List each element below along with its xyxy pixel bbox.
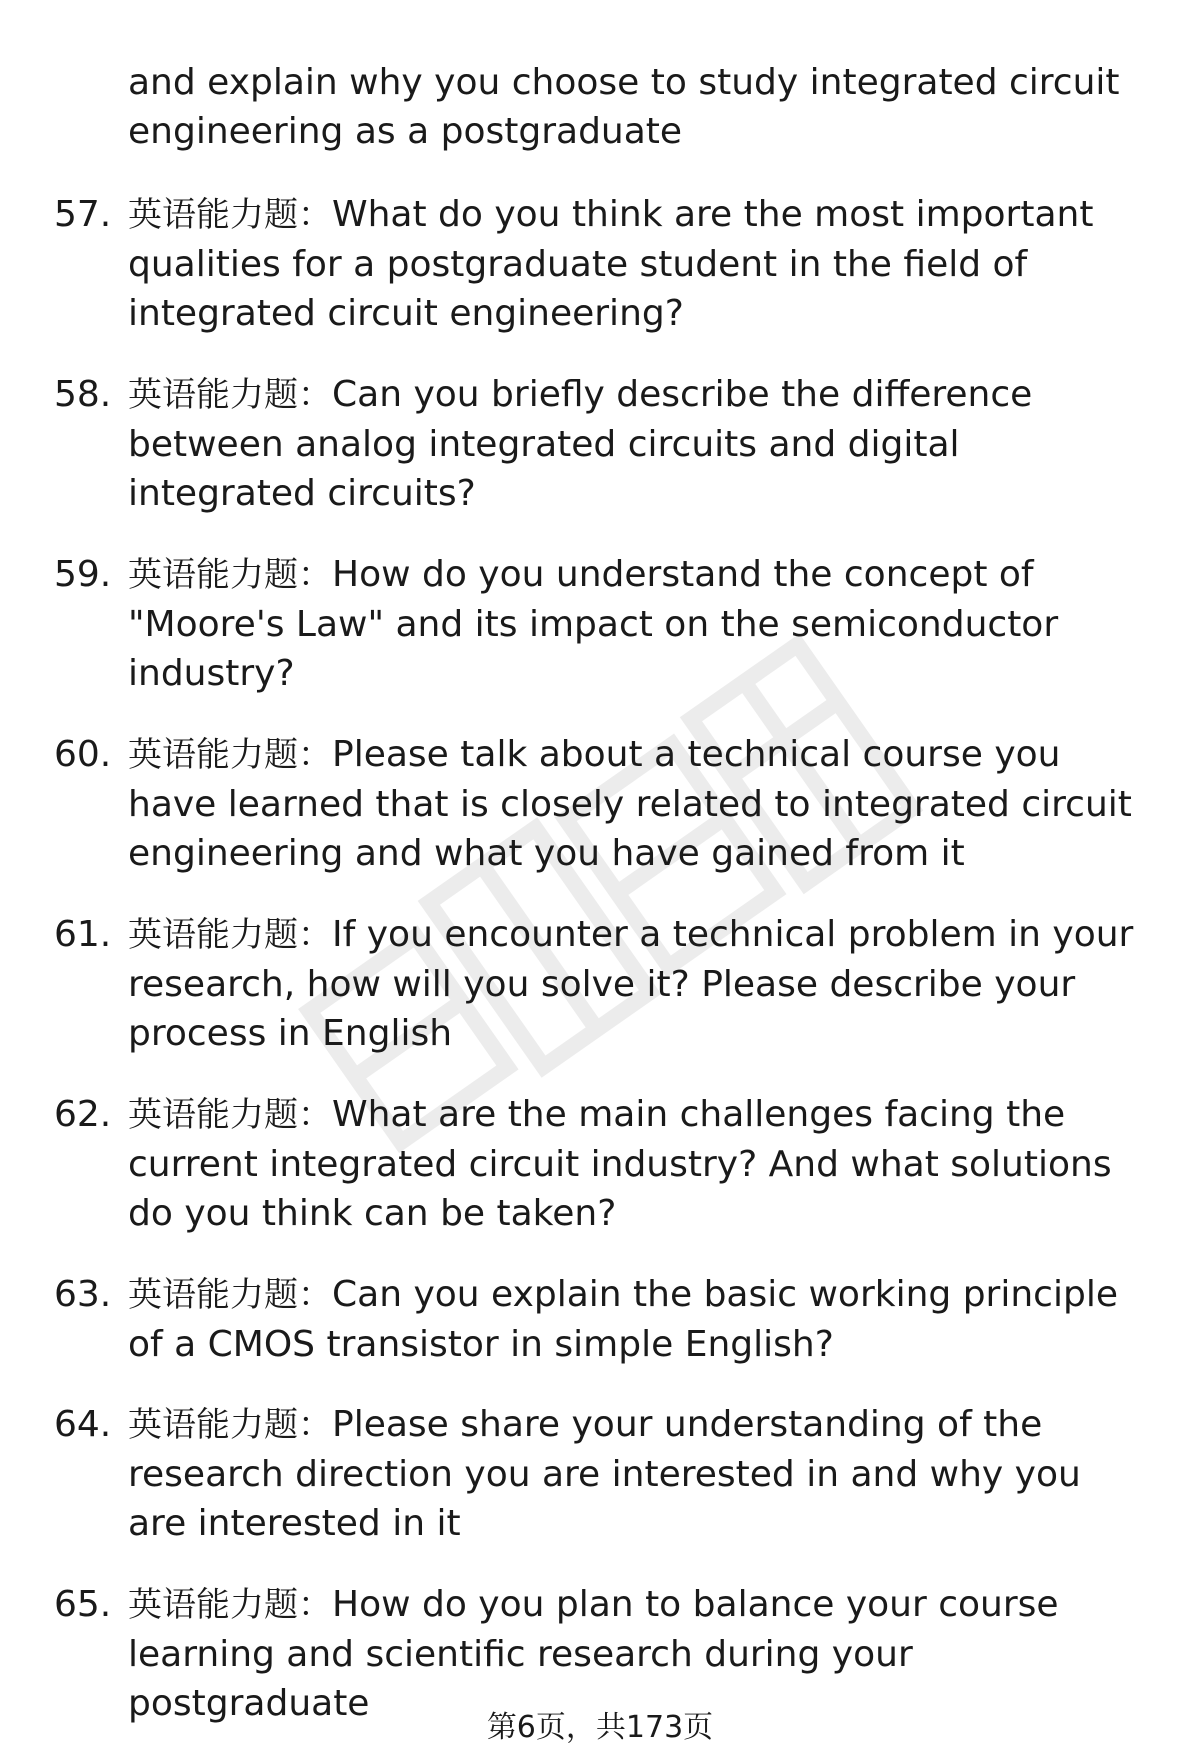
question-text: If you encounter a technical problem in your research, how will you solve it? Please describe your process in English <box>128 914 1134 1054</box>
question-category: 英语能力题： <box>128 1095 332 1135</box>
question-number: 61. <box>54 914 112 955</box>
question-body <box>128 730 1138 878</box>
continued-question-text: and explain why you choose to study integrated circuit engineering as a postgraduate <box>128 62 1120 152</box>
question-text: How do you plan to balance your course learning and scientific research during your postgraduate <box>128 1584 1059 1724</box>
page-footer: 第6页，共173页 <box>486 1710 714 1745</box>
question-body <box>128 1400 1138 1548</box>
question-body <box>128 370 1138 518</box>
question-category: 英语能力题： <box>128 1405 332 1445</box>
question-number: 60. <box>54 734 112 775</box>
question-body <box>128 1270 1138 1369</box>
question-category: 英语能力题： <box>128 555 332 595</box>
question-category: 英语能力题： <box>128 1275 332 1315</box>
question-text: Please talk about a technical course you have learned that is closely related to integrated circuit engineering and what you have gained from it <box>128 734 1132 874</box>
question-text: What are the main challenges facing the current integrated circuit industry? And what solutions do you think can be taken? <box>128 1094 1112 1234</box>
question-text: How do you understand the concept of "Moore's Law" and its impact on the semiconductor industry? <box>128 554 1059 694</box>
question-category: 英语能力题： <box>128 735 332 775</box>
question-text: Please share your understanding of the research direction you are interested in and why you are interested in it <box>128 1404 1081 1544</box>
question-body <box>128 1090 1138 1238</box>
question-body <box>128 550 1138 698</box>
question-category: 英语能力题： <box>128 195 332 235</box>
question-number: 62. <box>54 1094 112 1135</box>
question-text: Can you briefly describe the difference between analog integrated circuits and digital integrated circuits? <box>128 374 1033 514</box>
question-number: 58. <box>54 374 112 415</box>
question-number: 65. <box>54 1584 112 1625</box>
question-body <box>128 1580 1138 1728</box>
question-text: Can you explain the basic working principle of a CMOS transistor in simple English? <box>128 1274 1118 1365</box>
question-body <box>128 190 1138 338</box>
question-category: 英语能力题： <box>128 1585 332 1625</box>
question-number: 64. <box>54 1404 112 1445</box>
question-number: 57. <box>54 194 112 235</box>
question-category: 英语能力题： <box>128 915 332 955</box>
question-number: 59. <box>54 554 112 595</box>
question-body <box>128 910 1138 1058</box>
question-number: 63. <box>54 1274 112 1315</box>
question-category: 英语能力题： <box>128 375 332 415</box>
question-text: What do you think are the most important qualities for a postgraduate student in the field of integrated circuit engineering? <box>128 194 1094 334</box>
